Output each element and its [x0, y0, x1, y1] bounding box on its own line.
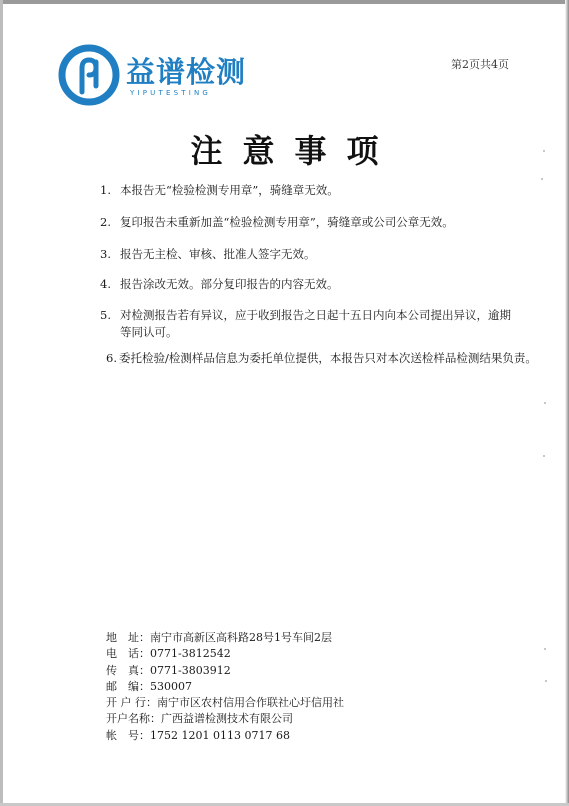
contact-value: 0771-3803912	[150, 663, 231, 677]
contact-label: 开户名称：	[106, 712, 161, 726]
notice-text-3: 报告无主检、审核、批准人签字无效。	[120, 247, 316, 261]
notice-text-6: 委托检验/检测样品信息为委托单位提供，本报告只对本次送检样品检测结果负责。	[119, 351, 537, 365]
contact-value: 广西益谱检测技术有限公司	[161, 712, 293, 726]
scan-speck	[543, 150, 545, 152]
notice-list	[0, 0, 569, 400]
contact-value: 南宁市高新区高科路28号1号车间2层	[150, 631, 332, 644]
contact-label: 地 址：	[106, 631, 150, 644]
notice-text-5: 对检测报告若有异议，应于收到报告之日起十五日内向本公司提出异议，逾期等同认可。	[120, 308, 511, 339]
contact-postcode	[106, 679, 344, 695]
notice-text-2: 复印报告未重新加盖“检验检测专用章”，骑缝章或公司公章无效。	[120, 215, 454, 229]
logo-brand-name: 益谱检测	[126, 55, 247, 89]
notice-number-1: 1.	[100, 183, 111, 197]
contact-label: 开 户 行：	[106, 696, 157, 710]
contact-value: 1752 1201 0113 0717 68	[150, 728, 290, 742]
contact-info	[106, 630, 344, 744]
contact-label: 传 真：	[106, 663, 150, 677]
scan-speck	[541, 178, 543, 180]
contact-fax	[106, 663, 344, 679]
scan-speck	[543, 455, 545, 457]
page-number: 第2页共4页	[451, 58, 509, 71]
notice-number-5: 5.	[100, 308, 111, 322]
contact-account-name	[106, 711, 344, 727]
contact-value: 530007	[150, 679, 192, 693]
scan-speck	[544, 402, 546, 404]
contact-phone	[106, 646, 344, 662]
notice-text-1: 本报告无“检验检测专用章”，骑缝章无效。	[120, 183, 339, 197]
notice-number-2: 2.	[100, 215, 111, 229]
notice-number-4: 4.	[100, 277, 111, 291]
notice-text-4: 报告涂改无效。部分复印报告的内容无效。	[120, 277, 339, 291]
contact-value: 0771-3812542	[150, 647, 231, 661]
contact-bank	[106, 695, 344, 711]
contact-address	[106, 630, 344, 646]
notice-number-6: 6.	[106, 351, 117, 365]
scan-speck	[544, 648, 546, 650]
notice-number-3: 3.	[100, 247, 111, 261]
contact-label: 帐 号：	[106, 728, 150, 742]
contact-label: 邮 编：	[106, 679, 150, 693]
scan-speck	[545, 680, 547, 682]
contact-value: 南宁市区农村信用合作联社心圩信用社	[157, 696, 344, 710]
page-title: 注意事项	[190, 132, 399, 170]
logo-brand-subtitle: YIPUTESTING	[130, 89, 212, 97]
contact-account-number	[106, 728, 344, 744]
contact-label: 电 话：	[106, 647, 150, 661]
